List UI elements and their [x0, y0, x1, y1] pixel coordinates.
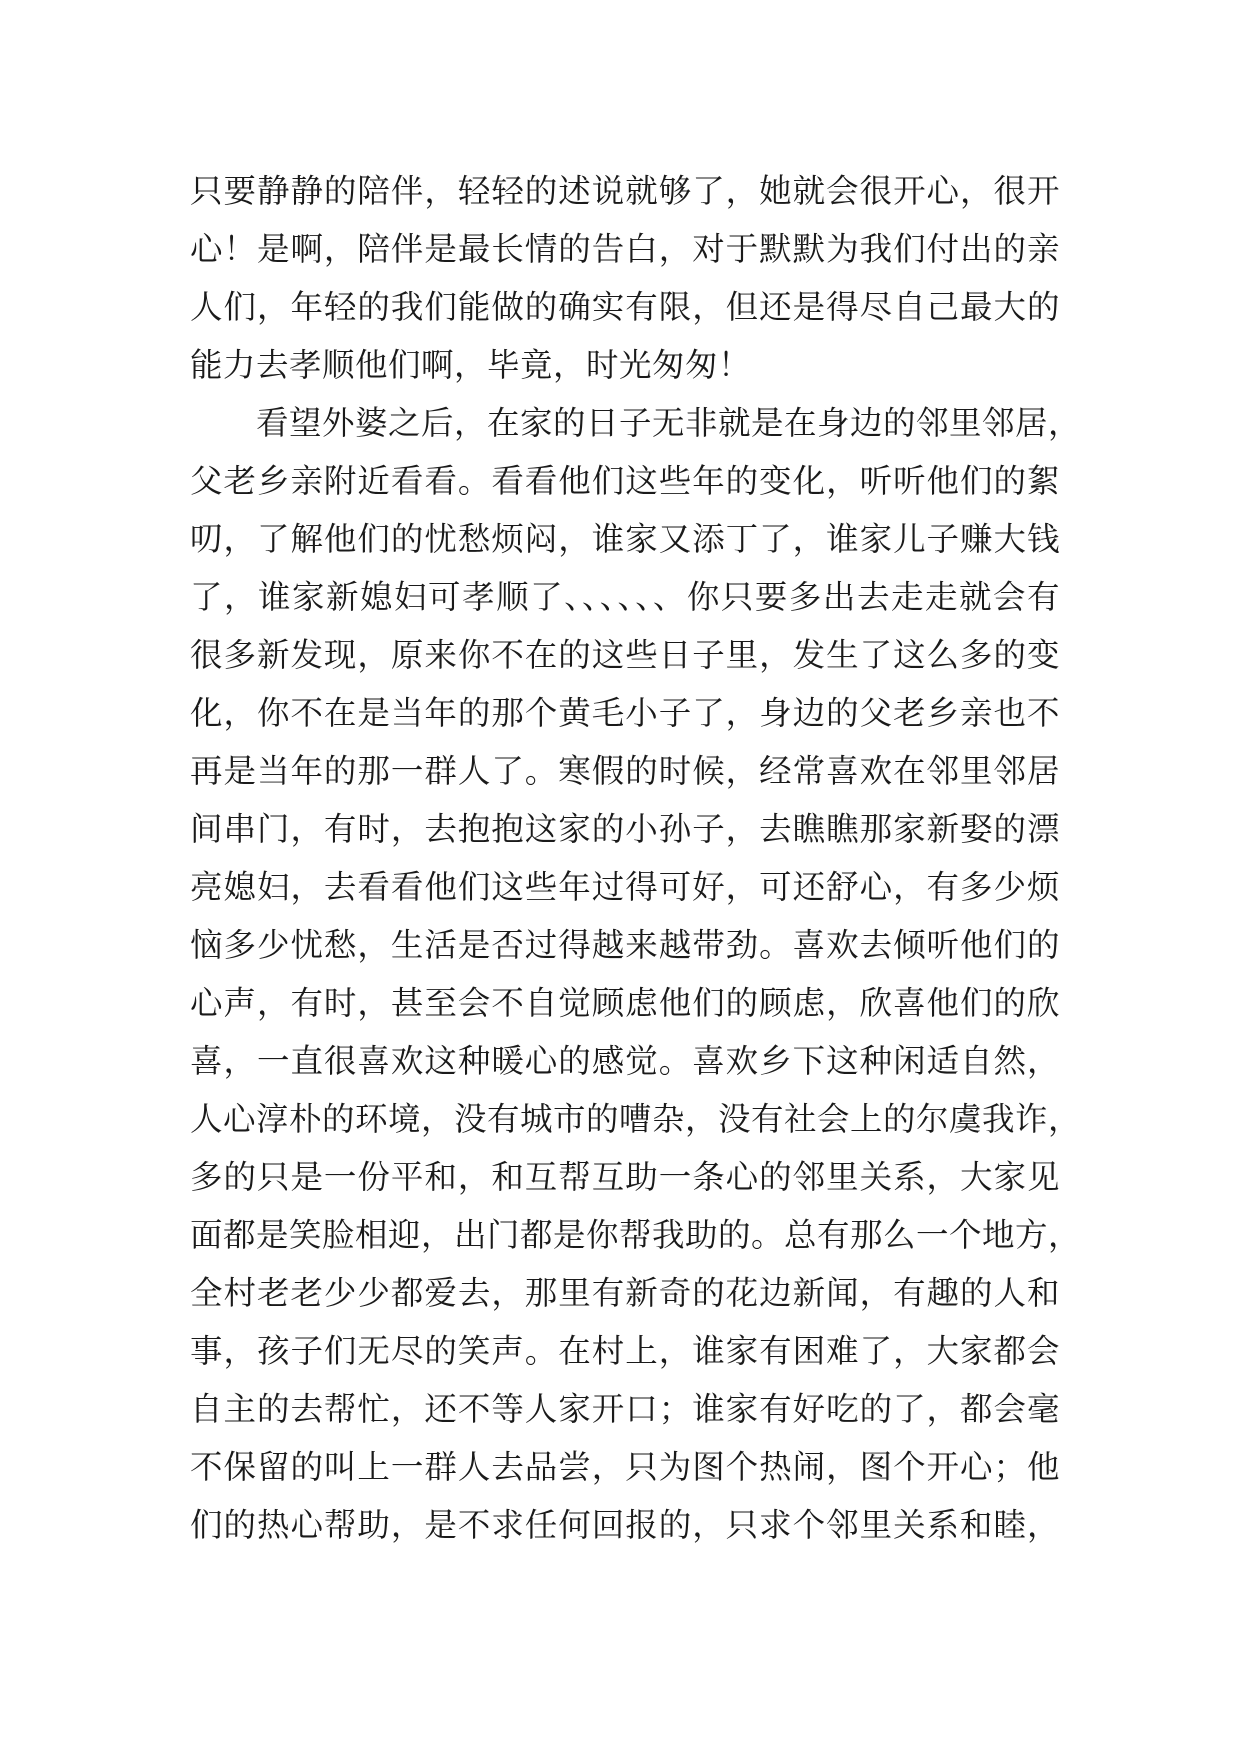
text-line: 只要静静的陪伴，轻轻的述说就够了，她就会很开心，很开 — [190, 172, 1060, 210]
text-line: 心！是啊，陪伴是最长情的告白，对于默默为我们付出的亲 — [190, 230, 1060, 268]
text-line: 再是当年的那一群人了。寒假的时候，经常喜欢在邻里邻居 — [190, 752, 1060, 790]
text-line: 化，你不在是当年的那个黄毛小子了，身边的父老乡亲也不 — [190, 694, 1060, 732]
text-line: 叨，了解他们的忧愁烦闷，谁家又添丁了，谁家儿子赚大钱 — [190, 520, 1060, 558]
text-line: 们的热心帮助，是不求任何回报的，只求个邻里关系和睦， — [190, 1506, 1060, 1544]
text-line: 很多新发现，原来你不在的这些日子里，发生了这么多的变 — [190, 636, 1060, 674]
text-line: 恼多少忧愁，生活是否过得越来越带劲。喜欢去倾听他们的 — [190, 926, 1060, 964]
text-line: 不保留的叫上一群人去品尝，只为图个热闹，图个开心；他 — [190, 1448, 1060, 1486]
text-line: 人心淳朴的环境，没有城市的嘈杂，没有社会上的尔虞我诈， — [190, 1100, 1082, 1138]
text-line: 间串门，有时，去抱抱这家的小孙子，去瞧瞧那家新娶的漂 — [190, 810, 1060, 848]
text-line: 心声，有时，甚至会不自觉顾虑他们的顾虑，欣喜他们的欣 — [190, 984, 1060, 1022]
text-line: 能力去孝顺他们啊，毕竟，时光匆匆！ — [190, 346, 752, 384]
text-line: 多的只是一份平和，和互帮互助一条心的邻里关系，大家见 — [190, 1158, 1060, 1196]
text-line: 父老乡亲附近看看。看看他们这些年的变化，听听他们的絮 — [190, 462, 1060, 500]
text-line: 亮媳妇，去看看他们这些年过得可好，可还舒心，有多少烦 — [190, 868, 1060, 906]
text-line: 了，谁家新媳妇可孝顺了、、、、、、你只要多出去走走就会有 — [190, 578, 1060, 616]
text-line: 自主的去帮忙，还不等人家开口；谁家有好吃的了，都会毫 — [190, 1390, 1060, 1428]
text-line: 事，孩子们无尽的笑声。在村上，谁家有困难了，大家都会 — [190, 1332, 1060, 1370]
text-line: 全村老老少少都爱去，那里有新奇的花边新闻，有趣的人和 — [190, 1274, 1060, 1312]
text-line: 人们，年轻的我们能做的确实有限，但还是得尽自己最大的 — [190, 288, 1060, 326]
text-line: 面都是笑脸相迎，出门都是你帮我助的。总有那么一个地方， — [190, 1216, 1082, 1254]
body-text — [190, 162, 1082, 1554]
text-line: 看望外婆之后，在家的日子无非就是在身边的邻里邻居， — [190, 404, 1082, 442]
text-line: 喜，一直很喜欢这种暖心的感觉。喜欢乡下这种闲适自然， — [190, 1042, 1060, 1080]
